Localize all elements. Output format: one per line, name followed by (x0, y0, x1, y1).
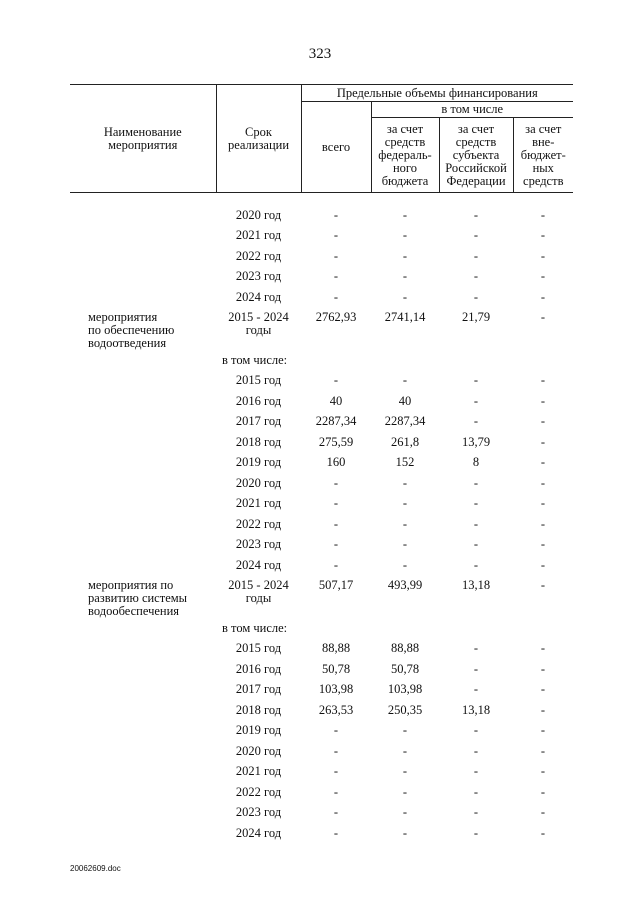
cell-event-name (70, 803, 216, 824)
cell-federal: 2741,14 (384, 309, 426, 324)
cell-event-name (70, 700, 216, 721)
cell-federal: 250,35 (387, 702, 423, 717)
cell-extrabudgetary: - (540, 577, 546, 592)
cell-federal (371, 350, 439, 371)
cell-event-name (70, 267, 216, 288)
cell-federal: - (402, 248, 408, 263)
document-id: 20062609.doc (70, 864, 121, 873)
cell-federal: - (402, 805, 408, 820)
cell-total: - (333, 743, 339, 758)
cell-total: - (333, 516, 339, 531)
cell-extrabudgetary: - (540, 537, 546, 552)
header-term: Срок реализации (216, 85, 301, 193)
cell-term: 2017 год (235, 414, 282, 429)
cell-term: 2015 год (235, 641, 282, 656)
cell-term: 2020 год (235, 743, 282, 758)
cell-extrabudgetary: - (540, 743, 546, 758)
cell-total: - (333, 373, 339, 388)
cell-total: - (333, 537, 339, 552)
cell-term: 2022 год (235, 248, 282, 263)
cell-total: 2287,34 (315, 414, 357, 429)
table-row (70, 638, 573, 659)
cell-term: 2015 - 2024 годы (228, 309, 289, 337)
cell-term: в том числе: (222, 620, 288, 635)
table-row (70, 494, 573, 515)
cell-regional (439, 350, 513, 371)
cell-regional: - (473, 537, 479, 552)
cell-term: 2023 год (235, 269, 282, 284)
cell-regional: - (473, 496, 479, 511)
table-row (70, 308, 573, 350)
table-row (70, 803, 573, 824)
cell-extrabudgetary: - (540, 207, 546, 222)
table-row (70, 679, 573, 700)
cell-regional: - (473, 414, 479, 429)
cell-event-name (70, 370, 216, 391)
table-row (70, 576, 573, 618)
cell-term: 2023 год (235, 537, 282, 552)
header-total: всего (301, 102, 371, 193)
cell-regional: - (473, 393, 479, 408)
table-body (70, 193, 573, 844)
cell-extrabudgetary (513, 618, 573, 639)
cell-term: 2018 год (235, 702, 282, 717)
cell-event-name (70, 494, 216, 515)
cell-federal: - (402, 743, 408, 758)
cell-total: 88,88 (321, 641, 351, 656)
cell-extrabudgetary: - (540, 784, 546, 799)
cell-extrabudgetary: - (540, 434, 546, 449)
cell-total: 103,98 (318, 682, 354, 697)
cell-term: 2021 год (235, 228, 282, 243)
table-row (70, 659, 573, 680)
header-federal: за счет средств федераль- ного бюджета (371, 118, 439, 193)
cell-federal: 152 (395, 455, 415, 470)
cell-total: 263,53 (318, 702, 354, 717)
cell-term: 2021 год (235, 496, 282, 511)
cell-event-name (70, 432, 216, 453)
cell-term: 2016 год (235, 661, 282, 676)
cell-regional: - (473, 475, 479, 490)
cell-event-name (70, 287, 216, 308)
table-row (70, 226, 573, 247)
cell-total: 507,17 (318, 577, 354, 592)
cell-extrabudgetary: - (540, 414, 546, 429)
cell-extrabudgetary: - (540, 805, 546, 820)
cell-event-name (70, 514, 216, 535)
cell-extrabudgetary: - (540, 496, 546, 511)
cell-extrabudgetary: - (540, 248, 546, 263)
header-regional: за счет средств субъекта Российской Федерации (439, 118, 513, 193)
cell-total: - (333, 475, 339, 490)
cell-regional: - (473, 723, 479, 738)
cell-regional: - (473, 373, 479, 388)
cell-event-name (70, 350, 216, 371)
cell-regional: - (473, 784, 479, 799)
cell-extrabudgetary: - (540, 825, 546, 840)
cell-event-name (70, 246, 216, 267)
cell-total: - (333, 228, 339, 243)
cell-federal: 493,99 (387, 577, 423, 592)
cell-total: - (333, 496, 339, 511)
cell-regional: - (473, 743, 479, 758)
cell-total (301, 618, 371, 639)
cell-federal: - (402, 537, 408, 552)
cell-extrabudgetary: - (540, 702, 546, 717)
cell-regional: - (473, 228, 479, 243)
cell-regional: - (473, 516, 479, 531)
cell-term: в том числе: (222, 352, 288, 367)
table-row (70, 514, 573, 535)
cell-regional: - (473, 805, 479, 820)
cell-regional: - (473, 682, 479, 697)
cell-total: 160 (326, 455, 346, 470)
cell-federal: - (402, 475, 408, 490)
cell-extrabudgetary: - (540, 557, 546, 572)
cell-term: 2019 год (235, 455, 282, 470)
cell-total: 40 (329, 393, 343, 408)
cell-total: 50,78 (321, 661, 351, 676)
cell-extrabudgetary: - (540, 393, 546, 408)
cell-extrabudgetary: - (540, 764, 546, 779)
table-row (70, 618, 573, 639)
cell-event-name (70, 782, 216, 803)
cell-federal: - (402, 207, 408, 222)
table-spacer (70, 193, 573, 206)
table-row (70, 473, 573, 494)
cell-term: 2018 год (235, 434, 282, 449)
table-row (70, 535, 573, 556)
cell-regional: 13,18 (461, 702, 491, 717)
cell-total: - (333, 248, 339, 263)
cell-term: 2015 - 2024 годы (228, 577, 289, 605)
cell-federal: 2287,34 (384, 414, 426, 429)
cell-event-name (70, 555, 216, 576)
cell-total: - (333, 289, 339, 304)
cell-regional (439, 618, 513, 639)
table-row (70, 246, 573, 267)
cell-term: 2021 год (235, 764, 282, 779)
cell-regional: - (473, 641, 479, 656)
cell-extrabudgetary: - (540, 475, 546, 490)
cell-extrabudgetary: - (540, 455, 546, 470)
cell-federal: - (402, 516, 408, 531)
cell-extrabudgetary: - (540, 661, 546, 676)
cell-federal: 103,98 (387, 682, 423, 697)
cell-regional: - (473, 557, 479, 572)
cell-term: 2019 год (235, 723, 282, 738)
cell-regional: 21,79 (461, 309, 491, 324)
cell-federal: 88,88 (390, 641, 420, 656)
cell-regional: 13,18 (461, 577, 491, 592)
cell-event-name (70, 823, 216, 844)
cell-term: 2024 год (235, 825, 282, 840)
table-row (70, 700, 573, 721)
cell-event-name (70, 762, 216, 783)
cell-term: 2020 год (235, 207, 282, 222)
cell-term: 2015 год (235, 373, 282, 388)
table-row (70, 287, 573, 308)
cell-extrabudgetary: - (540, 309, 546, 324)
table-row (70, 411, 573, 432)
cell-regional: 13,79 (461, 434, 491, 449)
cell-regional: - (473, 207, 479, 222)
header-extrabudgetary: за счет вне- бюджет- ных средств (513, 118, 573, 193)
cell-term: 2024 год (235, 289, 282, 304)
table-row (70, 452, 573, 473)
cell-regional: 8 (472, 455, 480, 470)
cell-total: - (333, 805, 339, 820)
cell-total: 2762,93 (315, 309, 357, 324)
cell-regional: - (473, 269, 479, 284)
cell-term: 2024 год (235, 557, 282, 572)
cell-extrabudgetary: - (540, 269, 546, 284)
cell-extrabudgetary: - (540, 373, 546, 388)
cell-extrabudgetary: - (540, 228, 546, 243)
cell-event-name (70, 452, 216, 473)
cell-event-name (70, 226, 216, 247)
header-event-name: Наименование мероприятия (70, 85, 216, 193)
cell-total: - (333, 764, 339, 779)
cell-federal: 40 (398, 393, 412, 408)
page-number: 323 (308, 46, 332, 62)
cell-event-name (70, 535, 216, 556)
cell-event-name (70, 679, 216, 700)
table-row (70, 782, 573, 803)
cell-federal: - (402, 557, 408, 572)
cell-term: 2023 год (235, 805, 282, 820)
cell-federal: - (402, 496, 408, 511)
cell-federal: - (402, 825, 408, 840)
cell-federal: - (402, 373, 408, 388)
cell-extrabudgetary: - (540, 516, 546, 531)
cell-regional: - (473, 248, 479, 263)
cell-total: 275,59 (318, 434, 354, 449)
cell-term: 2020 год (235, 475, 282, 490)
table-row (70, 205, 573, 226)
cell-total: - (333, 269, 339, 284)
cell-federal: - (402, 289, 408, 304)
table-row (70, 823, 573, 844)
cell-event-name (70, 473, 216, 494)
cell-total (301, 350, 371, 371)
cell-event-name (70, 741, 216, 762)
table-header (70, 85, 573, 193)
cell-extrabudgetary: - (540, 682, 546, 697)
cell-federal: - (402, 784, 408, 799)
cell-federal: 261,8 (390, 434, 420, 449)
cell-event-name: мероприятия по обеспечению водоотведения (88, 309, 175, 350)
cell-term: 2022 год (235, 516, 282, 531)
cell-federal: - (402, 723, 408, 738)
cell-extrabudgetary: - (540, 641, 546, 656)
cell-event-name (70, 659, 216, 680)
cell-extrabudgetary: - (540, 723, 546, 738)
table-row (70, 267, 573, 288)
cell-federal: - (402, 269, 408, 284)
cell-total: - (333, 207, 339, 222)
table-row (70, 555, 573, 576)
table-row (70, 762, 573, 783)
cell-total: - (333, 723, 339, 738)
table-row (70, 741, 573, 762)
cell-event-name (70, 411, 216, 432)
header-financing-limits: Предельные объемы финансирования (301, 85, 573, 102)
cell-term: 2017 год (235, 682, 282, 697)
cell-federal: - (402, 764, 408, 779)
cell-regional: - (473, 661, 479, 676)
cell-term: 2022 год (235, 784, 282, 799)
table-row (70, 350, 573, 371)
cell-event-name (70, 638, 216, 659)
header-including: в том числе (371, 102, 573, 118)
cell-regional: - (473, 764, 479, 779)
cell-regional: - (473, 289, 479, 304)
table-row (70, 720, 573, 741)
cell-federal: - (402, 228, 408, 243)
cell-event-name (70, 720, 216, 741)
financing-table (70, 84, 573, 844)
cell-extrabudgetary (513, 350, 573, 371)
cell-event-name: мероприятия по развитию системы водообеспечения (88, 577, 188, 618)
table-row (70, 370, 573, 391)
cell-event-name (70, 205, 216, 226)
cell-total: - (333, 557, 339, 572)
cell-federal (371, 618, 439, 639)
cell-federal: 50,78 (390, 661, 420, 676)
cell-regional: - (473, 825, 479, 840)
table-row (70, 391, 573, 412)
cell-event-name (70, 391, 216, 412)
table-row (70, 432, 573, 453)
cell-extrabudgetary: - (540, 289, 546, 304)
cell-total: - (333, 784, 339, 799)
cell-event-name (70, 618, 216, 639)
cell-total: - (333, 825, 339, 840)
cell-term: 2016 год (235, 393, 282, 408)
